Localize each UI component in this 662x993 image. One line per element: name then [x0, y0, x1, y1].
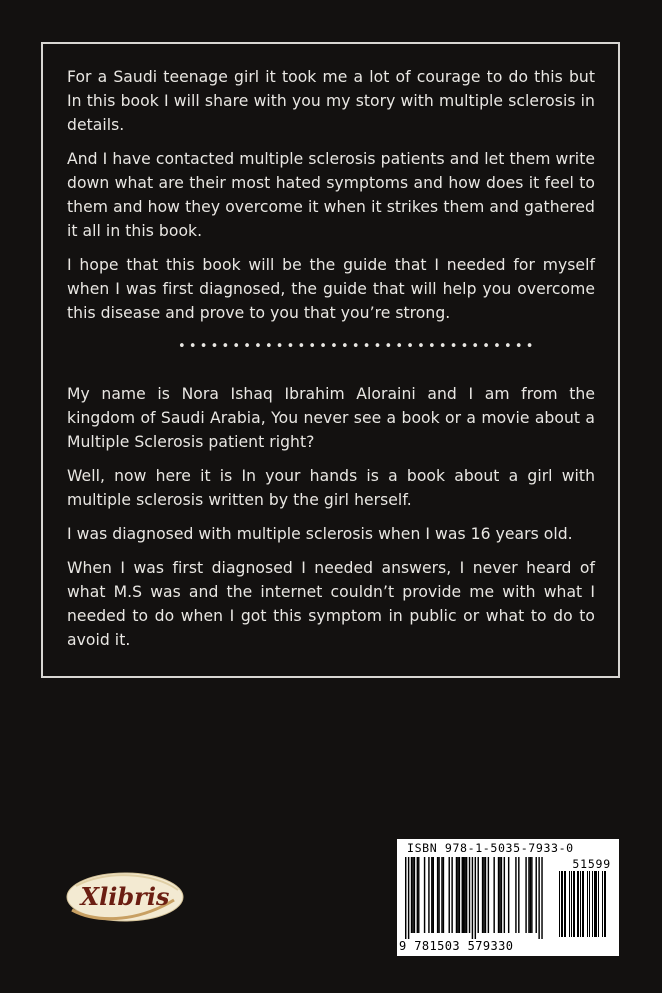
dotted-separator: ••••••••••••••••••••••••••••••••• — [178, 339, 537, 354]
barcode-bar — [518, 857, 519, 933]
addon-bar — [595, 871, 596, 937]
addon-bar — [589, 871, 590, 937]
barcode-bar — [536, 857, 537, 933]
addon-bar — [598, 871, 599, 937]
addon-bar — [577, 871, 578, 937]
barcode-bar — [457, 857, 458, 933]
barcode-bar — [469, 857, 470, 933]
barcode-bar — [501, 857, 502, 933]
barcode-bar — [483, 857, 484, 933]
paragraph: I hope that this book will be the guide that I needed for myself when I was first diagnosed, the guide that will help you overcome this disease and prove to you that you’re strong. — [67, 256, 595, 322]
description-bottom — [67, 382, 595, 662]
addon-bar — [605, 871, 606, 937]
barcode-bar — [464, 857, 465, 933]
barcode-bar — [449, 857, 450, 933]
barcode-bar — [466, 857, 467, 933]
barcode-bar — [412, 857, 413, 933]
barcode-bar — [488, 857, 489, 933]
paragraph: I was diagnosed with multiple sclerosis when I was 16 years old. — [67, 525, 573, 543]
addon-bar — [574, 871, 575, 937]
barcode-bar — [441, 857, 442, 933]
addon-bar — [573, 871, 574, 937]
addon-bar — [580, 871, 581, 937]
addon-bar — [571, 871, 572, 937]
barcode-bar — [431, 857, 432, 933]
barcode-bar — [462, 857, 463, 933]
barcode-bar — [414, 857, 415, 933]
barcode-bar — [417, 857, 418, 933]
ean-bars — [405, 857, 555, 939]
addon-bar — [569, 871, 570, 937]
barcode-bar — [493, 857, 494, 933]
barcode-bar — [499, 857, 500, 933]
addon-bar — [604, 871, 605, 937]
barcode-bar — [541, 857, 542, 939]
addon-bar — [578, 871, 579, 937]
barcode-bar — [531, 857, 532, 933]
barcode-bar — [504, 857, 505, 933]
addon-bar — [565, 871, 566, 937]
barcode-bar — [498, 857, 499, 933]
paragraph: For a Saudi teenage girl it took me a lot of courage to do this but In this book I will share with you my story with multiple sclerosis in details. — [67, 68, 595, 134]
addon-bar — [594, 871, 595, 937]
addon-bar — [582, 871, 583, 937]
addon-bar — [559, 871, 560, 937]
addon-bar — [592, 871, 593, 937]
barcode-bar — [411, 857, 412, 933]
isbn-barcode — [397, 839, 619, 956]
addon-bar — [587, 871, 588, 937]
addon-bar — [602, 871, 603, 937]
addon-bar — [596, 871, 597, 937]
isbn-label: ISBN 978-1-5035-7933-0 — [407, 841, 574, 855]
publisher-name: Xlibris — [80, 882, 170, 911]
paragraph: When I was first diagnosed I needed answers, I never heard of what M.S was and the internet couldn’t provide me with what I needed to do when I got this symptom in public or what to do to avoid it. — [67, 559, 595, 649]
barcode-bar — [475, 857, 476, 939]
barcode-bar — [508, 857, 509, 933]
addon-bar — [562, 871, 563, 937]
barcode-bar — [438, 857, 439, 933]
barcode-bar — [482, 857, 483, 933]
addon-bar — [564, 871, 565, 937]
barcode-bar — [525, 857, 526, 933]
barcode-bar — [515, 857, 516, 933]
barcode-bar — [424, 857, 425, 933]
barcode-bar — [456, 857, 457, 933]
barcode-bar — [443, 857, 444, 933]
ean-digits: 9 781503 579330 — [399, 939, 514, 953]
barcode-bar — [451, 857, 452, 933]
barcode-bar — [463, 857, 464, 933]
barcode-bar — [478, 857, 479, 933]
barcode-bar — [408, 857, 409, 939]
addon-bars — [559, 871, 611, 937]
paragraph: My name is Nora Ishaq Ibrahim Aloraini and I am from the kingdom of Saudi Arabia, You never see a book or a movie about a Multiple Sclerosis patient right? — [67, 385, 595, 451]
barcode-bar — [472, 857, 473, 939]
paragraph: And I have contacted multiple sclerosis patients and let them write down what are their most hated symptoms and how does it feel to them and how they overcome it when it strikes them and gathered it all in this book. — [67, 150, 595, 240]
barcode-bar — [437, 857, 438, 933]
barcode-bar — [418, 857, 419, 933]
paragraph: Well, now here it is In your hands is a book about a girl with multiple sclerosis written by the girl herself. — [67, 467, 595, 509]
barcode-bar — [405, 857, 406, 939]
addon-bar — [561, 871, 562, 937]
barcode-bar — [528, 857, 529, 933]
barcode-bar — [538, 857, 539, 939]
barcode-bar — [433, 857, 434, 933]
addon-bar — [583, 871, 584, 937]
description-top — [67, 65, 595, 335]
barcode-bar — [485, 857, 486, 933]
barcode-bar — [428, 857, 429, 933]
barcode-bar — [530, 857, 531, 933]
xlibris-logo — [64, 866, 186, 926]
barcode-bar — [459, 857, 460, 933]
price-code: 51599 — [572, 857, 611, 871]
